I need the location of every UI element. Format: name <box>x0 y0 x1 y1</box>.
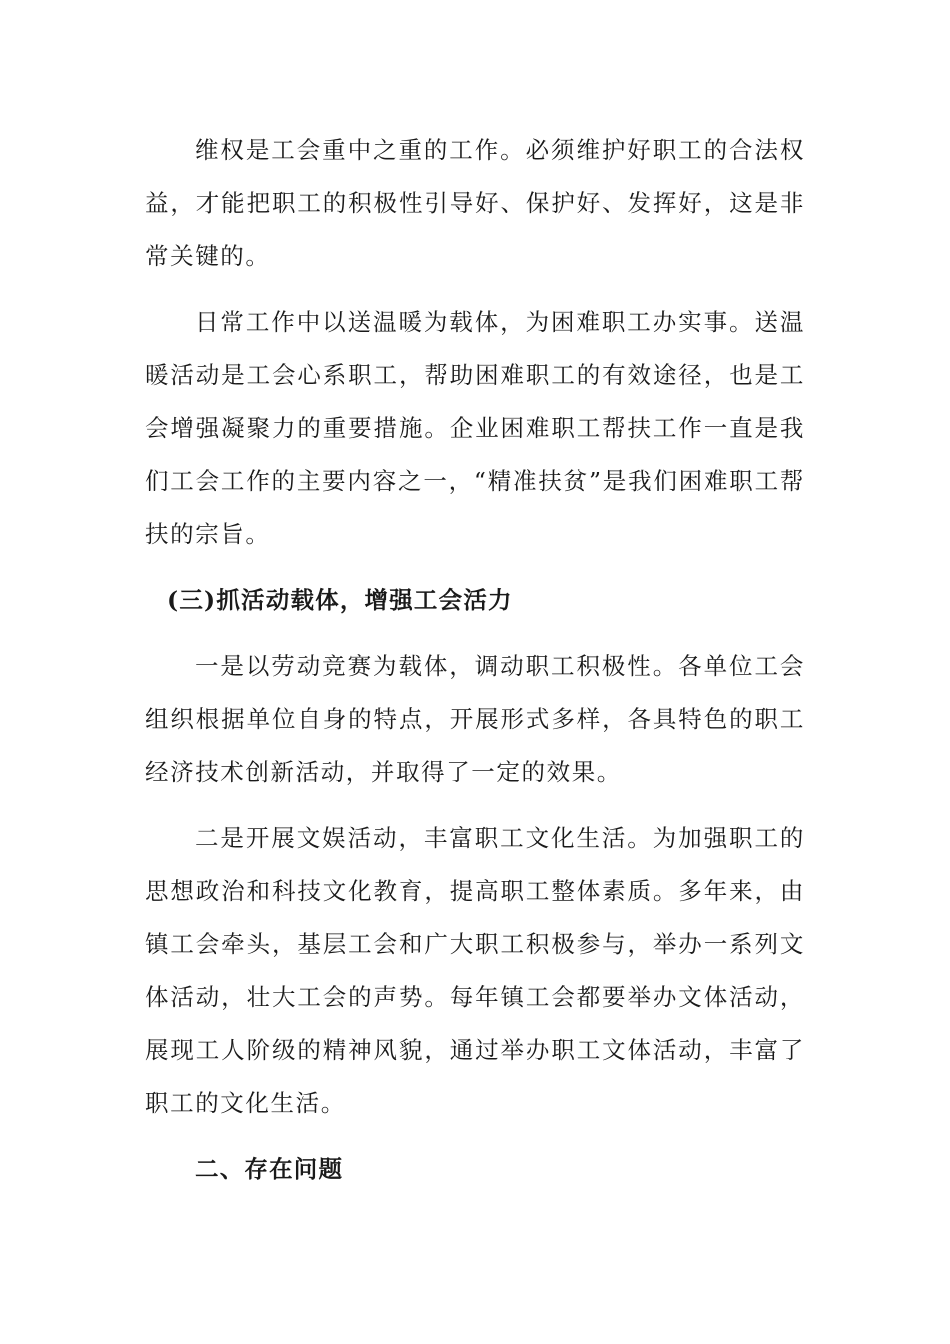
document-page <box>145 124 805 1209</box>
paragraph-cultural-activities: 二是开展文娱活动，丰富职工文化生活。为加强职工的思想政治和科技文化教育，提高职工整体素质。多年来，由镇工会牵头，基层工会和广大职工积极参与，举办一系列文体活动，壮大工会的声势。每年镇工会都要举办文体活动，展现工人阶级的精神风貌，通过举办职工文体活动，丰富了职工的文化生活。 <box>145 824 805 1117</box>
paragraph-warmth-delivery: 日常工作中以送温暖为载体，为困难职工办实事。送温暖活动是工会心系职工，帮助困难职工的有效途径，也是工会增强凝聚力的重要措施。企业困难职工帮扶工作一直是我们工会工作的主要内容之一，“精准扶贫”是我们困难职工帮扶的宗旨。 <box>145 308 805 548</box>
subheading-activity-carrier: (三)抓活动载体，增强工会活力 <box>167 586 513 614</box>
paragraph-rights-protection: 维权是工会重中之重的工作。必须维护好职工的合法权益，才能把职工的积极性引导好、保护好、发挥好，这是非常关键的。 <box>145 136 805 270</box>
paragraph-labor-competition: 一是以劳动竞赛为载体，调动职工积极性。各单位工会组织根据单位自身的特点，开展形式多样，各具特色的职工经济技术创新活动，并取得了一定的效果。 <box>145 652 805 786</box>
section-heading-existing-problems: 二、存在问题 <box>195 1155 344 1183</box>
